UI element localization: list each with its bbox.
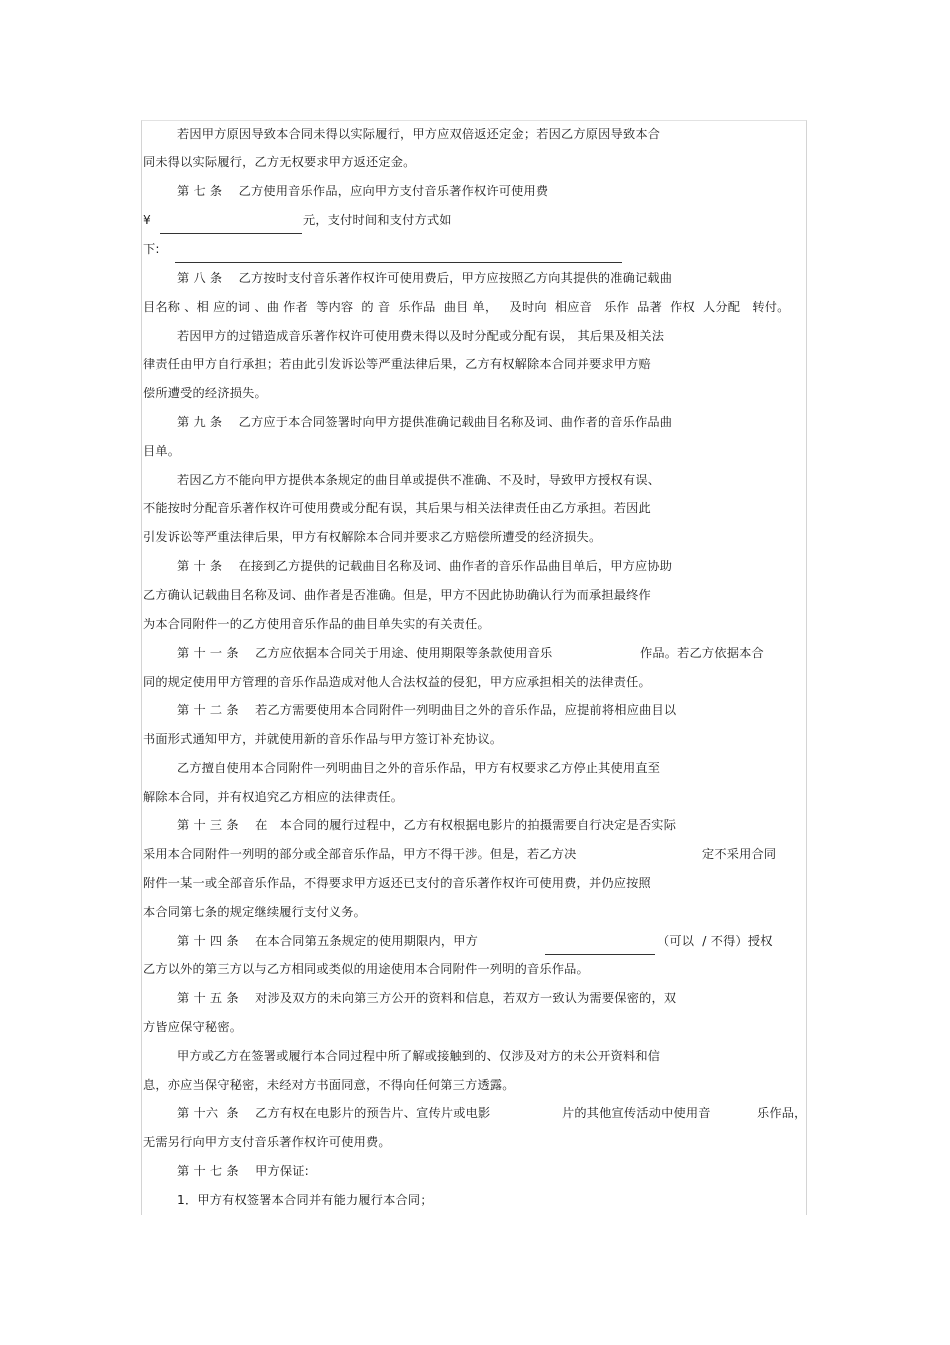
text-line: 第 十 二 条 若乙方需要使用本合同附件一列明曲目之外的音乐作品，应提前将相应曲目以 — [177, 703, 677, 717]
text-line: 同的规定使用甲方管理的音乐作品造成对他人合法权益的侵犯，甲方应承担相关的法律责任。 — [143, 675, 651, 689]
text-line: 第 十 四 条 在本合同第五条规定的使用期限内，甲方 — [177, 934, 479, 948]
payment-method-blank — [175, 249, 622, 263]
text-line: 采用本合同附件一列明的部分或全部音乐作品，甲方不得干涉。但是，若乙方决 — [143, 847, 577, 861]
text-line: 第 十 七 条 甲方保证: — [177, 1164, 309, 1178]
text-line: 若因甲方的过错造成音乐著作权许可使用费未得以及时分配或分配有误， 其后果及相关法 — [177, 329, 665, 343]
text-line: 息，亦应当保守秘密，未经对方书面同意，不得向任何第三方透露。 — [143, 1078, 515, 1092]
text-line: 同未得以实际履行，乙方无权要求甲方返还定金。 — [143, 155, 416, 169]
text-line: 目名称 、相 应的词 、曲 作者 等内容 的 音 乐作品 曲目 单， 及时向 相应音 乐作 品著 作权 人分配 转付。 — [143, 300, 790, 314]
text-line: 第 十 五 条 对涉及双方的未向第三方公开的资料和信息，若双方一致认为需要保密的，双 — [177, 991, 677, 1005]
text-line: 第 七 条 乙方使用音乐作品，应向甲方支付音乐著作权许可使用费 — [177, 184, 549, 198]
fee-amount-blank — [160, 220, 302, 234]
text-line: 作品。若乙方依据本合 — [640, 646, 764, 660]
text-line: 书面形式通知甲方，并就使用新的音乐作品与甲方签订补充协议。 — [143, 732, 503, 746]
text-line: 不能按时分配音乐著作权许可使用费或分配有误，其后果与相关法律责任由乙方承担。若因此 — [143, 501, 651, 515]
text-line: 为本合同附件一的乙方使用音乐作品的曲目单失实的有关责任。 — [143, 617, 490, 631]
text-line: 第 八 条 乙方按时支付音乐著作权许可使用费后，甲方应按照乙方向其提供的准确记载曲 — [177, 271, 673, 285]
text-line: 第 十 三 条 在 本合同的履行过程中，乙方有权根据电影片的拍摄需要自行决定是否实际 — [177, 818, 677, 832]
text-line: 附件一某一或全部音乐作品，不得要求甲方返还已支付的音乐著作权许可使用费，并仍应按照 — [143, 876, 651, 890]
text-line: 甲方或乙方在签署或履行本合同过程中所了解或接触到的、仅涉及对方的未公开资料和信 — [177, 1049, 661, 1063]
text-line: 若因乙方不能向甲方提供本条规定的曲目单或提供不准确、不及时，导致甲方授权有误、 — [177, 473, 661, 487]
text-line: ¥ — [143, 213, 151, 227]
text-line: （可以 / 不得）授权 — [657, 934, 773, 948]
text-line: 下: — [143, 242, 160, 256]
text-line: 片的其他宣传活动中使用音 — [562, 1106, 711, 1120]
text-line: 乙方确认记载曲目名称及词、曲作者是否准确。但是，甲方不因此协助确认行为而承担最终作 — [143, 588, 651, 602]
text-line: 1．甲方有权签署本合同并有能力履行本合同； — [177, 1193, 433, 1207]
text-line: 乙方擅自使用本合同附件一列明曲目之外的音乐作品，甲方有权要求乙方停止其使用直至 — [177, 761, 661, 775]
permission-blank — [545, 941, 655, 955]
text-line: 若因甲方原因导致本合同未得以实际履行，甲方应双倍返还定金；若因乙方原因导致本合 — [177, 127, 661, 141]
text-line: 目单。 — [143, 444, 181, 458]
text-line: 第 十六 条 乙方有权在电影片的预告片、宣传片或电影 — [177, 1106, 491, 1120]
text-line: 乙方以外的第三方以与乙方相同或类似的用途使用本合同附件一列明的音乐作品。 — [143, 962, 589, 976]
text-line: 定不采用合同 — [702, 847, 777, 861]
text-line: 乐作品， — [757, 1106, 807, 1120]
text-line: 解除本合同，并有权追究乙方相应的法律责任。 — [143, 790, 404, 804]
text-line: 无需另行向甲方支付音乐著作权许可使用费。 — [143, 1135, 391, 1149]
text-line: 第 九 条 乙方应于本合同签署时向甲方提供准确记载曲目名称及词、曲作者的音乐作品曲 — [177, 415, 673, 429]
text-line: 第 十 一 条 乙方应依据本合同关于用途、使用期限等条款使用音乐 — [177, 646, 553, 660]
text-line: 方皆应保守秘密。 — [143, 1020, 243, 1034]
text-line: 第 十 条 在接到乙方提供的记载曲目名称及词、曲作者的音乐作品曲目单后，甲方应协助 — [177, 559, 673, 573]
text-line: 本合同第七条的规定继续履行支付义务。 — [143, 905, 366, 919]
text-line: 偿所遭受的经济损失。 — [143, 386, 267, 400]
text-line: 元，支付时间和支付方式如 — [303, 213, 452, 227]
text-line: 律责任由甲方自行承担；若由此引发诉讼等严重法律后果，乙方有权解除本合同并要求甲方赔 — [143, 357, 651, 371]
text-line: 引发诉讼等严重法律后果，甲方有权解除本合同并要求乙方赔偿所遭受的经济损失。 — [143, 530, 602, 544]
